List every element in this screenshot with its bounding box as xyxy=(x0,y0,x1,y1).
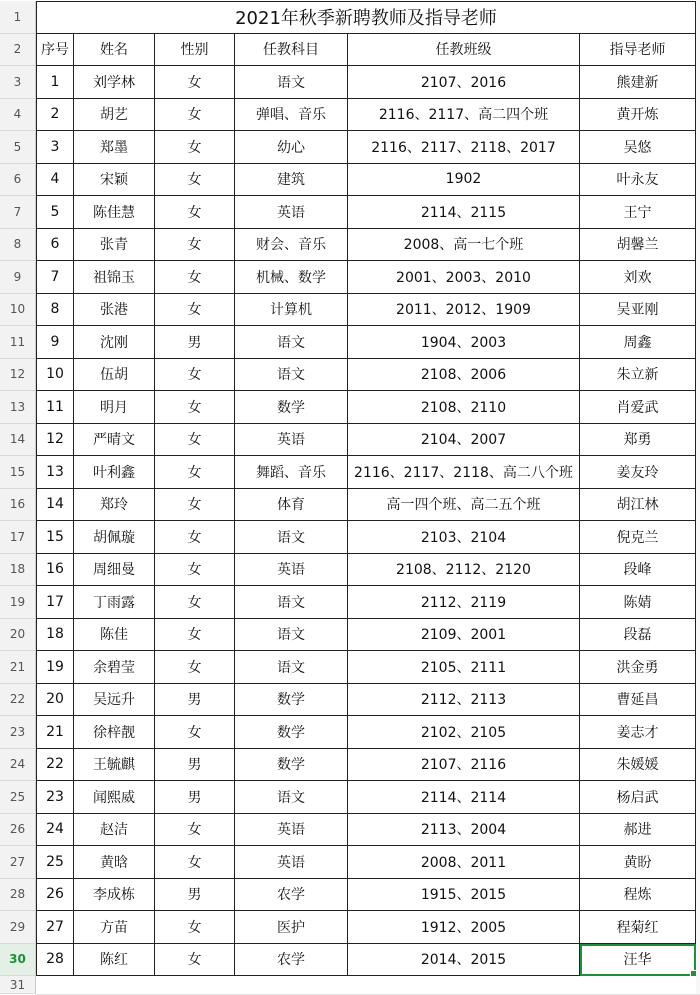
table-cell[interactable]: 2105、2111 xyxy=(348,651,580,684)
table-cell[interactable]: 丁雨露 xyxy=(74,586,155,619)
table-cell[interactable]: 17 xyxy=(36,586,74,619)
table-row xyxy=(36,651,696,684)
grid-right-edge xyxy=(696,0,700,994)
table-cell[interactable]: 1 xyxy=(36,66,74,99)
table-cell[interactable]: 农学 xyxy=(235,944,348,977)
table-cell[interactable]: 6 xyxy=(36,229,74,262)
table-cell[interactable]: 男 xyxy=(155,781,235,814)
row-header[interactable]: 28 xyxy=(0,879,36,912)
table-cell[interactable]: 杨启武 xyxy=(580,781,696,814)
table-cell[interactable]: 熊建新 xyxy=(580,66,696,99)
table-cell[interactable]: 2011、2012、1909 xyxy=(348,294,580,327)
row-header[interactable]: 13 xyxy=(0,391,36,424)
table-cell[interactable]: 朱媛媛 xyxy=(580,749,696,782)
table-cell[interactable]: 高一四个班、高二五个班 xyxy=(348,489,580,522)
row-header[interactable]: 8 xyxy=(0,229,36,262)
column-header[interactable]: 性别 xyxy=(155,34,235,67)
table-cell[interactable]: 吴悠 xyxy=(580,131,696,164)
table-cell[interactable]: 程炼 xyxy=(580,879,696,912)
table-cell[interactable]: 倪克兰 xyxy=(580,521,696,554)
table-row xyxy=(36,489,696,522)
table-cell[interactable]: 5 xyxy=(36,196,74,229)
table-cell[interactable]: 3 xyxy=(36,131,74,164)
table-cell[interactable]: 数学 xyxy=(235,391,348,424)
row-header[interactable]: 21 xyxy=(0,651,36,684)
table-cell[interactable]: 2107、2116 xyxy=(348,749,580,782)
table-cell[interactable]: 肖爱武 xyxy=(580,391,696,424)
table-cell[interactable]: 13 xyxy=(36,456,74,489)
table-cell[interactable]: 英语 xyxy=(235,554,348,587)
table-cell[interactable]: 语文 xyxy=(235,619,348,652)
table-cell[interactable]: 刘学林 xyxy=(74,66,155,99)
row-header[interactable]: 9 xyxy=(0,261,36,294)
table-cell[interactable]: 26 xyxy=(36,879,74,912)
table-cell[interactable]: 数学 xyxy=(235,684,348,717)
table-cell[interactable]: 女 xyxy=(155,651,235,684)
table-cell[interactable]: 16 xyxy=(36,554,74,587)
table-cell[interactable]: 陈佳 xyxy=(74,619,155,652)
table-cell[interactable]: 陈佳慧 xyxy=(74,196,155,229)
row-header[interactable]: 26 xyxy=(0,814,36,847)
table-cell[interactable]: 2108、2006 xyxy=(348,359,580,392)
table-cell[interactable]: 2107、2016 xyxy=(348,66,580,99)
table-cell[interactable]: 2109、2001 xyxy=(348,619,580,652)
table-cell[interactable]: 女 xyxy=(155,196,235,229)
table-cell[interactable]: 女 xyxy=(155,521,235,554)
table-cell[interactable]: 女 xyxy=(155,391,235,424)
table-cell[interactable]: 明月 xyxy=(74,391,155,424)
table-cell[interactable]: 方苗 xyxy=(74,911,155,944)
row-header[interactable]: 18 xyxy=(0,554,36,587)
table-cell[interactable]: 周鑫 xyxy=(580,326,696,359)
table-cell[interactable]: 23 xyxy=(36,781,74,814)
title-row xyxy=(36,1,696,34)
table-cell[interactable]: 10 xyxy=(36,359,74,392)
table-cell[interactable]: 2112、2119 xyxy=(348,586,580,619)
table-cell[interactable]: 1912、2005 xyxy=(348,911,580,944)
table-cell[interactable]: 吴亚刚 xyxy=(580,294,696,327)
table-cell[interactable]: 2 xyxy=(36,99,74,132)
row-header[interactable]: 20 xyxy=(0,619,36,652)
table-cell[interactable]: 语文 xyxy=(235,326,348,359)
table-cell[interactable]: 曹延昌 xyxy=(580,684,696,717)
table-cell[interactable]: 语文 xyxy=(235,651,348,684)
table-cell[interactable]: 1915、2015 xyxy=(348,879,580,912)
column-header[interactable]: 任教科目 xyxy=(235,34,348,67)
row-header[interactable]: 27 xyxy=(0,846,36,879)
row-header[interactable]: 19 xyxy=(0,586,36,619)
table-cell[interactable]: 25 xyxy=(36,846,74,879)
table-cell[interactable]: 2008、2011 xyxy=(348,846,580,879)
table-cell[interactable]: 2008、高一七个班 xyxy=(348,229,580,262)
table-cell[interactable]: 女 xyxy=(155,359,235,392)
row-header[interactable]: 30 xyxy=(0,944,36,977)
row-header[interactable]: 24 xyxy=(0,749,36,782)
table-cell[interactable]: 黄盼 xyxy=(580,846,696,879)
table-cell[interactable]: 女 xyxy=(155,456,235,489)
table-cell[interactable]: 女 xyxy=(155,164,235,197)
table-row xyxy=(36,781,696,814)
table-cell[interactable]: 22 xyxy=(36,749,74,782)
table-cell[interactable]: 20 xyxy=(36,684,74,717)
empty-row[interactable] xyxy=(36,976,700,995)
table-cell[interactable]: 段峰 xyxy=(580,554,696,587)
table-row xyxy=(36,131,696,164)
table-row xyxy=(36,619,696,652)
table-cell[interactable]: 张港 xyxy=(74,294,155,327)
row-header[interactable]: 4 xyxy=(0,99,36,132)
table-cell[interactable]: 段磊 xyxy=(580,619,696,652)
table-cell[interactable]: 1904、2003 xyxy=(348,326,580,359)
table-row xyxy=(36,294,696,327)
column-header[interactable]: 任教班级 xyxy=(348,34,580,67)
table-cell[interactable]: 徐梓靓 xyxy=(74,716,155,749)
row-header[interactable]: 10 xyxy=(0,294,36,327)
table-cell[interactable]: 2104、2007 xyxy=(348,424,580,457)
table-cell[interactable]: 男 xyxy=(155,684,235,717)
table-cell[interactable]: 女 xyxy=(155,944,235,977)
table-cell[interactable]: 舞蹈、音乐 xyxy=(235,456,348,489)
table-cell[interactable]: 2113、2004 xyxy=(348,814,580,847)
table-cell[interactable]: 女 xyxy=(155,911,235,944)
table-cell[interactable]: 2108、2112、2120 xyxy=(348,554,580,587)
table-cell[interactable]: 女 xyxy=(155,619,235,652)
table-cell[interactable]: 12 xyxy=(36,424,74,457)
table-cell[interactable]: 语文 xyxy=(235,521,348,554)
table-cell[interactable]: 2014、2015 xyxy=(348,944,580,977)
table-cell[interactable]: 语文 xyxy=(235,781,348,814)
table-cell[interactable]: 2114、2115 xyxy=(348,196,580,229)
table-cell[interactable]: 姜友玲 xyxy=(580,456,696,489)
table-cell[interactable]: 叶永友 xyxy=(580,164,696,197)
row-header[interactable]: 11 xyxy=(0,326,36,359)
row-header[interactable]: 29 xyxy=(0,911,36,944)
table-row xyxy=(36,261,696,294)
table-cell[interactable]: 王宁 xyxy=(580,196,696,229)
table-cell[interactable]: 数学 xyxy=(235,716,348,749)
table-row xyxy=(36,814,696,847)
table-row xyxy=(36,164,696,197)
table-cell[interactable]: 胡艺 xyxy=(74,99,155,132)
table-row xyxy=(36,196,696,229)
table-cell[interactable]: 农学 xyxy=(235,879,348,912)
row-header[interactable]: 7 xyxy=(0,196,36,229)
table-cell[interactable]: 英语 xyxy=(235,814,348,847)
table-cell[interactable]: 24 xyxy=(36,814,74,847)
table-cell[interactable]: 严晴文 xyxy=(74,424,155,457)
table-cell[interactable]: 女 xyxy=(155,99,235,132)
row-header[interactable]: 3 xyxy=(0,66,36,99)
table-cell[interactable]: 计算机 xyxy=(235,294,348,327)
table-cell[interactable]: 8 xyxy=(36,294,74,327)
table-cell[interactable]: 郑勇 xyxy=(580,424,696,457)
column-header[interactable]: 姓名 xyxy=(74,34,155,67)
table-cell[interactable]: 沈刚 xyxy=(74,326,155,359)
table-cell[interactable]: 建筑 xyxy=(235,164,348,197)
table-row xyxy=(36,521,696,554)
table-cell[interactable]: 赵洁 xyxy=(74,814,155,847)
table-cell[interactable]: 机械、数学 xyxy=(235,261,348,294)
table-row xyxy=(36,359,696,392)
table-cell[interactable]: 郑玲 xyxy=(74,489,155,522)
table-cell[interactable]: 男 xyxy=(155,326,235,359)
table-cell[interactable]: 宋颖 xyxy=(74,164,155,197)
table-row xyxy=(36,229,696,262)
row-header[interactable]: 12 xyxy=(0,359,36,392)
table-cell[interactable]: 1902 xyxy=(348,164,580,197)
table-row xyxy=(36,326,696,359)
table-cell[interactable]: 21 xyxy=(36,716,74,749)
row-header[interactable]: 23 xyxy=(0,716,36,749)
table-cell[interactable]: 9 xyxy=(36,326,74,359)
table-row xyxy=(36,944,696,977)
table-cell[interactable]: 女 xyxy=(155,131,235,164)
row-header[interactable]: 17 xyxy=(0,521,36,554)
table-cell[interactable]: 余碧莹 xyxy=(74,651,155,684)
table-cell[interactable]: 程菊红 xyxy=(580,911,696,944)
header-row xyxy=(36,34,696,67)
table-row xyxy=(36,846,696,879)
table-cell[interactable]: 2116、2117、2118、高二八个班 xyxy=(348,456,580,489)
table-cell[interactable]: 语文 xyxy=(235,66,348,99)
table-cell[interactable]: 18 xyxy=(36,619,74,652)
table-cell[interactable]: 医护 xyxy=(235,911,348,944)
table-cell[interactable]: 2103、2104 xyxy=(348,521,580,554)
table-cell[interactable]: 祖锦玉 xyxy=(74,261,155,294)
table-cell[interactable]: 周细曼 xyxy=(74,554,155,587)
table-cell[interactable]: 2102、2105 xyxy=(348,716,580,749)
table-cell[interactable]: 27 xyxy=(36,911,74,944)
table-cell[interactable]: 女 xyxy=(155,294,235,327)
table-cell[interactable]: 闻熙威 xyxy=(74,781,155,814)
table-row xyxy=(36,879,696,912)
row-header[interactable]: 5 xyxy=(0,131,36,164)
table-cell[interactable]: 英语 xyxy=(235,196,348,229)
table-cell[interactable]: 男 xyxy=(155,749,235,782)
table-cell[interactable]: 朱立新 xyxy=(580,359,696,392)
table-cell[interactable]: 郑墨 xyxy=(74,131,155,164)
row-header[interactable]: 15 xyxy=(0,456,36,489)
table-cell[interactable]: 财会、音乐 xyxy=(235,229,348,262)
table-row xyxy=(36,66,696,99)
table-cell[interactable]: 陈婧 xyxy=(580,586,696,619)
table-row xyxy=(36,391,696,424)
table-cell[interactable]: 语文 xyxy=(235,359,348,392)
table-cell[interactable]: 2116、2117、2118、2017 xyxy=(348,131,580,164)
table-row xyxy=(36,586,696,619)
row-header[interactable]: 2 xyxy=(0,34,36,67)
row-header[interactable]: 31 xyxy=(0,976,36,994)
table-cell[interactable]: 洪金勇 xyxy=(580,651,696,684)
table-cell[interactable]: 2116、2117、高二四个班 xyxy=(348,99,580,132)
table-cell[interactable]: 陈红 xyxy=(74,944,155,977)
row-header[interactable]: 25 xyxy=(0,781,36,814)
table-cell[interactable]: 郝进 xyxy=(580,814,696,847)
row-header[interactable]: 22 xyxy=(0,684,36,717)
table-cell[interactable]: 11 xyxy=(36,391,74,424)
table-cell[interactable]: 女 xyxy=(155,554,235,587)
table-cell[interactable]: 吴远升 xyxy=(74,684,155,717)
table-cell[interactable]: 幼心 xyxy=(235,131,348,164)
table-cell[interactable]: 英语 xyxy=(235,846,348,879)
table-cell[interactable]: 女 xyxy=(155,846,235,879)
column-header[interactable]: 序号 xyxy=(36,34,74,67)
table-cell[interactable]: 4 xyxy=(36,164,74,197)
table-cell[interactable]: 女 xyxy=(155,229,235,262)
table-cell[interactable]: 15 xyxy=(36,521,74,554)
table-cell[interactable]: 黄开炼 xyxy=(580,99,696,132)
table-cell[interactable]: 2108、2110 xyxy=(348,391,580,424)
column-header[interactable]: 指导老师 xyxy=(580,34,696,67)
row-header[interactable]: 1 xyxy=(0,1,36,34)
table-cell[interactable]: 女 xyxy=(155,66,235,99)
table-cell[interactable]: 体育 xyxy=(235,489,348,522)
table-cell[interactable]: 张青 xyxy=(74,229,155,262)
table-cell[interactable]: 胡佩璇 xyxy=(74,521,155,554)
table-cell[interactable]: 胡江林 xyxy=(580,489,696,522)
table-cell[interactable]: 女 xyxy=(155,489,235,522)
table-cell[interactable]: 2112、2113 xyxy=(348,684,580,717)
table-row xyxy=(36,424,696,457)
table-cell[interactable]: 女 xyxy=(155,261,235,294)
table-cell[interactable]: 7 xyxy=(36,261,74,294)
table-cell[interactable]: 胡馨兰 xyxy=(580,229,696,262)
table-cell[interactable]: 姜志才 xyxy=(580,716,696,749)
table-row xyxy=(36,716,696,749)
table-cell[interactable]: 叶利鑫 xyxy=(74,456,155,489)
table-cell[interactable]: 英语 xyxy=(235,424,348,457)
table-row xyxy=(36,99,696,132)
table-row xyxy=(36,911,696,944)
table-cell[interactable]: 2001、2003、2010 xyxy=(348,261,580,294)
table-row xyxy=(36,684,696,717)
table-cell[interactable]: 黄晗 xyxy=(74,846,155,879)
table-cell[interactable]: 语文 xyxy=(235,586,348,619)
table-cell[interactable]: 女 xyxy=(155,586,235,619)
row-header[interactable]: 16 xyxy=(0,489,36,522)
table-row xyxy=(36,456,696,489)
table-cell[interactable]: 男 xyxy=(155,879,235,912)
table-cell[interactable]: 2114、2114 xyxy=(348,781,580,814)
table-cell[interactable]: 王毓麒 xyxy=(74,749,155,782)
table-cell[interactable]: 刘欢 xyxy=(580,261,696,294)
table-cell[interactable]: 弹唱、音乐 xyxy=(235,99,348,132)
table-cell[interactable]: 女 xyxy=(155,814,235,847)
sheet-title[interactable]: 2021年秋季新聘教师及指导老师 xyxy=(36,1,696,34)
selected-cell[interactable]: 汪华 xyxy=(580,944,696,977)
table-row xyxy=(36,749,696,782)
table-cell[interactable]: 数学 xyxy=(235,749,348,782)
table-cell[interactable]: 李成栋 xyxy=(74,879,155,912)
row-header[interactable]: 6 xyxy=(0,164,36,197)
table-cell[interactable]: 女 xyxy=(155,424,235,457)
row-header[interactable]: 14 xyxy=(0,424,36,457)
table-cell[interactable]: 伍胡 xyxy=(74,359,155,392)
table-cell[interactable]: 女 xyxy=(155,716,235,749)
table-row xyxy=(36,554,696,587)
table-cell[interactable]: 28 xyxy=(36,944,74,977)
table-cell[interactable]: 14 xyxy=(36,489,74,522)
table-cell[interactable]: 19 xyxy=(36,651,74,684)
